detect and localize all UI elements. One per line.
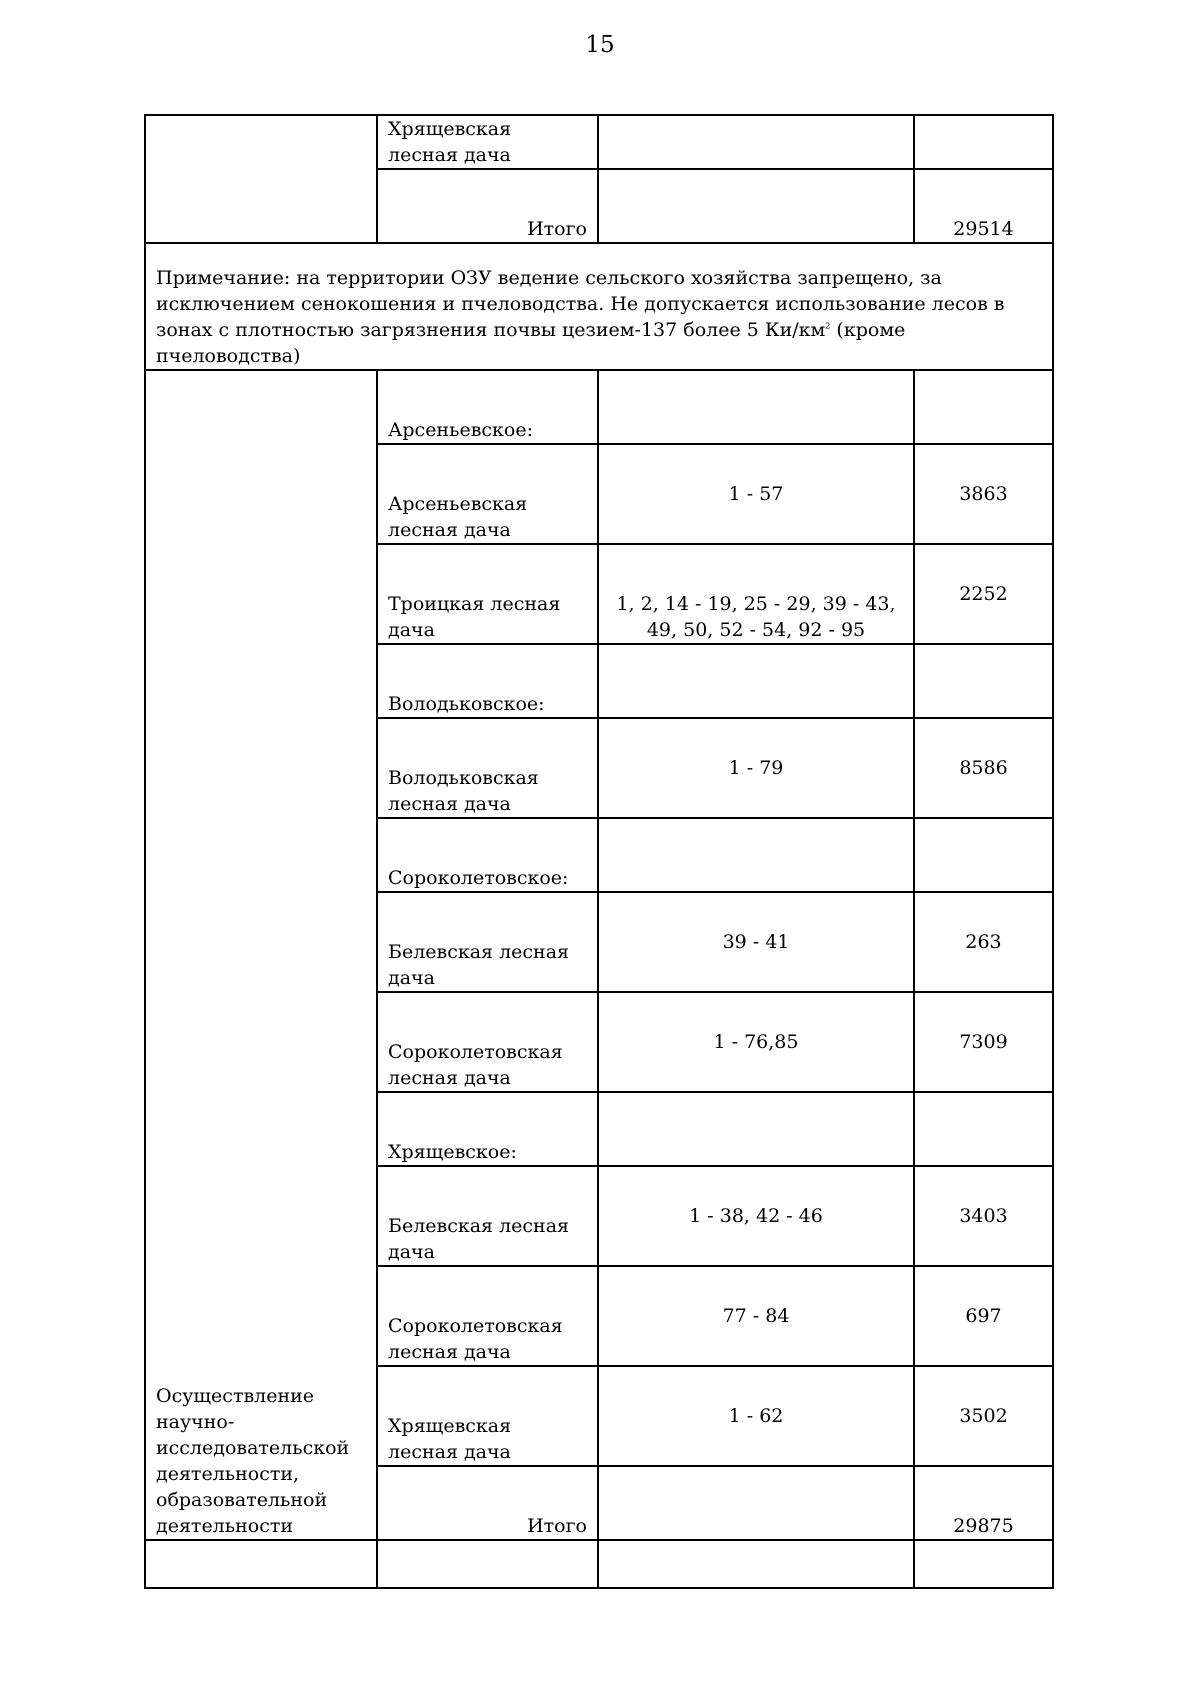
forest-name-cell: Сороколетовская лесная дача [377,992,598,1092]
area-cell: 2252 [914,544,1053,644]
district-name-cell: Арсеньевское: [377,370,598,444]
quarters-cell: 1 - 38, 42 - 46 [598,1166,914,1266]
quarters-cell [598,818,914,892]
forest-name-cell: Белевская лесная дача [377,892,598,992]
total-label-cell: Итого [377,1466,598,1540]
district-name-cell: Володьковское: [377,644,598,718]
area-cell: 7309 [914,992,1053,1092]
quarters-cell: 1 - 76,85 [598,992,914,1092]
note-tail: (кроме пчеловодства) [156,319,906,367]
purpose-cell: Осуществление научно-исследовательской деятельности, образовательной деятельности [145,370,377,1540]
total-label-cell: Итого [377,169,598,243]
note-row [145,243,1053,370]
note-text: Примечание: на территории ОЗУ ведение сельского хозяйства запрещено, за исключением сенокошения и пчеловодства. Не допускается использование лесов в зонах с плотностью загрязнения почвы цезием-137 более 5 Ки/км [156,267,1005,341]
forest-name-cell: Троицкая лесная дача [377,544,598,644]
forest-name-cell: Хрящевская лесная дача [377,1366,598,1466]
area-cell: 8586 [914,718,1053,818]
forest-name-cell: Белевская лесная дача [377,1166,598,1266]
table-row [145,370,1053,444]
quarters-cell [598,1466,914,1540]
area-cell: 3403 [914,1166,1053,1266]
quarters-cell: 1 - 62 [598,1366,914,1466]
district-name-cell: Хрящевское: [377,1092,598,1166]
area-cell [914,644,1053,718]
quarters-cell [598,1092,914,1166]
note-superscript: 2 [825,321,831,331]
quarters-cell: 39 - 41 [598,892,914,992]
quarters-cell [598,644,914,718]
forest-name-cell: Хрящевская лесная дача [377,115,598,169]
table-row [145,1540,1053,1588]
area-cell: 3502 [914,1366,1053,1466]
quarters-cell [598,115,914,169]
quarters-cell [598,169,914,243]
quarters-cell [598,370,914,444]
area-cell: 263 [914,892,1053,992]
empty-cell [598,1540,914,1588]
quarters-cell: 1 - 79 [598,718,914,818]
empty-cell [145,115,377,243]
quarters-cell: 77 - 84 [598,1266,914,1366]
forest-areas-table [144,114,1054,1589]
empty-cell [914,1540,1053,1588]
table-row [145,115,1053,169]
note-cell [145,243,1053,370]
area-cell: 3863 [914,444,1053,544]
area-cell: 697 [914,1266,1053,1366]
forest-name-cell: Сороколетовская лесная дача [377,1266,598,1366]
quarters-cell: 1 - 57 [598,444,914,544]
forest-name-cell: Володьковская лесная дача [377,718,598,818]
quarters-cell: 1, 2, 14 - 19, 25 - 29, 39 - 43, 49, 50, 52 - 54, 92 - 95 [598,544,914,644]
empty-cell [377,1540,598,1588]
forest-name-cell: Арсеньевская лесная дача [377,444,598,544]
page-number: 15 [585,32,615,58]
area-cell [914,115,1053,169]
total-area-cell: 29875 [914,1466,1053,1540]
district-name-cell: Сороколетовское: [377,818,598,892]
area-cell [914,370,1053,444]
area-cell [914,1092,1053,1166]
area-cell [914,818,1053,892]
total-area-cell: 29514 [914,169,1053,243]
empty-cell [145,1540,377,1588]
